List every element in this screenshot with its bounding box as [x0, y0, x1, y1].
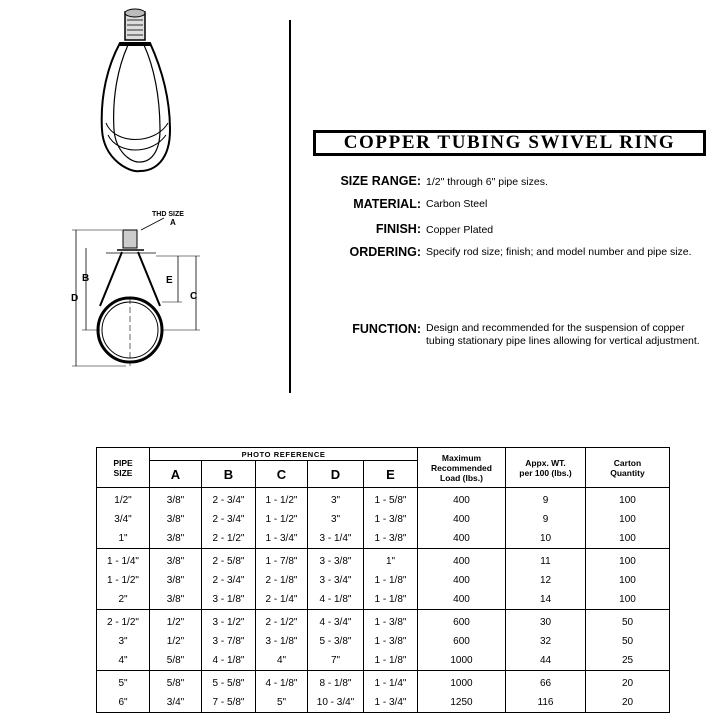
header-photo-reference: PHOTO REFERENCE — [150, 448, 418, 461]
table-cell: 4 - 1/8" — [256, 671, 308, 694]
table-cell: 600 — [418, 632, 506, 651]
page-title: COPPER TUBING SWIVEL RING — [343, 132, 676, 153]
finish-label: FINISH: — [375, 222, 421, 236]
dim-label-b: B — [82, 273, 90, 284]
table-cell: 3/8" — [150, 529, 202, 549]
table-cell: 1 - 3/4" — [256, 529, 308, 549]
size-range-label: SIZE RANGE: — [340, 174, 421, 188]
specification-table — [96, 447, 670, 713]
vertical-divider — [289, 20, 291, 393]
table-cell: 4 - 3/4" — [308, 610, 364, 633]
table-cell: 1000 — [418, 671, 506, 694]
table-cell: 3 - 1/4" — [308, 529, 364, 549]
table-row-group — [97, 488, 670, 549]
ordering-value: Specify rod size; finish; and model number and pipe size. — [426, 246, 692, 258]
size-range-value: 1/2" through 6" pipe sizes. — [426, 176, 548, 188]
table-cell: 50 — [586, 610, 670, 633]
table-cell: 12 — [506, 571, 586, 590]
table-cell: 2 - 3/4" — [202, 510, 256, 529]
table-cell: 100 — [586, 549, 670, 572]
table-cell: 4 - 1/8" — [308, 590, 364, 610]
table-cell: 1 - 1/4" — [364, 671, 418, 694]
table-cell: 10 — [506, 529, 586, 549]
table-cell: 400 — [418, 529, 506, 549]
table-cell: 2 - 1/2" — [256, 610, 308, 633]
table-cell: 3 - 1/2" — [202, 610, 256, 633]
table-cell: 2 - 5/8" — [202, 549, 256, 572]
table-cell: 1" — [97, 529, 150, 549]
table-cell: 7" — [308, 651, 364, 671]
table-cell: 5/8" — [150, 671, 202, 694]
table-cell: 2 - 1/4" — [256, 590, 308, 610]
table-cell: 2 - 1/2" — [97, 610, 150, 633]
table-row — [97, 651, 670, 671]
table-cell: 1000 — [418, 651, 506, 671]
table-cell: 4 - 1/8" — [202, 651, 256, 671]
table-cell: 1 - 1/4" — [97, 549, 150, 572]
table-cell: 1 - 3/4" — [364, 693, 418, 713]
table-row — [97, 610, 670, 633]
table-cell: 30 — [506, 610, 586, 633]
table-cell: 400 — [418, 488, 506, 511]
ring-band — [102, 43, 170, 171]
product-illustration — [90, 5, 190, 175]
table-cell: 11 — [506, 549, 586, 572]
title-box — [313, 130, 706, 156]
table-cell: 100 — [586, 529, 670, 549]
table-cell: 20 — [586, 693, 670, 713]
table-cell: 3/8" — [150, 571, 202, 590]
header-d: D — [308, 461, 364, 488]
table-cell: 8 - 1/8" — [308, 671, 364, 694]
table-cell: 4" — [256, 651, 308, 671]
table-cell: 1 - 3/8" — [364, 632, 418, 651]
dim-label-d: D — [71, 293, 79, 304]
table-cell: 2 - 3/4" — [202, 488, 256, 511]
table-cell: 1 - 1/8" — [364, 571, 418, 590]
table-cell: 5 - 5/8" — [202, 671, 256, 694]
table-cell: 1 - 1/2" — [256, 488, 308, 511]
table-cell: 6" — [97, 693, 150, 713]
table-row — [97, 671, 670, 694]
table-cell: 3" — [97, 632, 150, 651]
table-cell: 2" — [97, 590, 150, 610]
table-cell: 32 — [506, 632, 586, 651]
table-cell: 1 - 1/2" — [97, 571, 150, 590]
table-cell: 3/4" — [97, 510, 150, 529]
ordering-label: ORDERING: — [349, 245, 421, 259]
table-cell: 44 — [506, 651, 586, 671]
table-cell: 1 - 1/8" — [364, 590, 418, 610]
table-cell: 1 - 1/8" — [364, 651, 418, 671]
material-value: Carbon Steel — [426, 198, 488, 210]
table-row-group — [97, 610, 670, 671]
table-cell: 2 - 1/2" — [202, 529, 256, 549]
table-row — [97, 571, 670, 590]
table-cell: 3" — [308, 488, 364, 511]
table-cell: 7 - 5/8" — [202, 693, 256, 713]
table-cell: 400 — [418, 590, 506, 610]
table-cell: 2 - 3/4" — [202, 571, 256, 590]
table-cell: 50 — [586, 632, 670, 651]
table-row-group — [97, 671, 670, 713]
table-cell: 3/8" — [150, 590, 202, 610]
table-cell: 3/8" — [150, 488, 202, 511]
table-cell: 1 - 1/2" — [256, 510, 308, 529]
table-cell: 1/2" — [97, 488, 150, 511]
table-cell: 3/4" — [150, 693, 202, 713]
dim-label-a: A — [170, 218, 176, 227]
dim-label-c: C — [190, 291, 198, 302]
table-cell: 1250 — [418, 693, 506, 713]
table-cell: 3 - 3/8" — [308, 549, 364, 572]
thd-size-label: THD SIZE — [152, 211, 184, 218]
table-cell: 3" — [308, 510, 364, 529]
table-cell: 3 - 1/8" — [202, 590, 256, 610]
table-cell: 3 - 1/8" — [256, 632, 308, 651]
table-cell: 25 — [586, 651, 670, 671]
header-pipe-size: PIPE SIZE — [97, 448, 150, 488]
header-weight: Appx. WT. per 100 (lbs.) — [506, 448, 586, 488]
table-cell: 1 - 3/8" — [364, 529, 418, 549]
table-row — [97, 693, 670, 713]
table-cell: 3 - 7/8" — [202, 632, 256, 651]
table-cell: 9 — [506, 488, 586, 511]
table-cell: 5 - 3/8" — [308, 632, 364, 651]
table-cell: 1/2" — [150, 610, 202, 633]
header-e: E — [364, 461, 418, 488]
table-cell: 116 — [506, 693, 586, 713]
header-a: A — [150, 461, 202, 488]
table-cell: 400 — [418, 549, 506, 572]
table-row — [97, 590, 670, 610]
table-cell: 3/8" — [150, 510, 202, 529]
table-row — [97, 529, 670, 549]
table-row — [97, 488, 670, 511]
table-cell: 1/2" — [150, 632, 202, 651]
table-row-group — [97, 549, 670, 610]
header-c: C — [256, 461, 308, 488]
table-cell: 100 — [586, 590, 670, 610]
table-cell: 3 - 3/4" — [308, 571, 364, 590]
header-carton-qty: Carton Quantity — [586, 448, 670, 488]
finish-value: Copper Plated — [426, 224, 494, 236]
dimension-diagram — [66, 206, 216, 371]
table-cell: 1 - 5/8" — [364, 488, 418, 511]
table-cell: 5" — [97, 671, 150, 694]
table-cell: 400 — [418, 571, 506, 590]
material-label: MATERIAL: — [353, 197, 421, 211]
table-cell: 1 - 3/8" — [364, 610, 418, 633]
table-cell: 3/8" — [150, 549, 202, 572]
table-cell: 5/8" — [150, 651, 202, 671]
table-cell: 400 — [418, 510, 506, 529]
table-cell: 1 - 7/8" — [256, 549, 308, 572]
table-row — [97, 510, 670, 529]
table-cell: 600 — [418, 610, 506, 633]
table-cell: 20 — [586, 671, 670, 694]
header-max-load: Maximum Recommended Load (lbs.) — [418, 448, 506, 488]
table-cell: 66 — [506, 671, 586, 694]
table-cell: 14 — [506, 590, 586, 610]
table-cell: 1 - 3/8" — [364, 510, 418, 529]
table-cell: 9 — [506, 510, 586, 529]
function-label: FUNCTION: — [352, 322, 421, 336]
table-cell: 5" — [256, 693, 308, 713]
header-b: B — [202, 461, 256, 488]
table-cell: 2 - 1/8" — [256, 571, 308, 590]
table-cell: 100 — [586, 510, 670, 529]
table-row — [97, 549, 670, 572]
table-row — [97, 632, 670, 651]
table-cell: 10 - 3/4" — [308, 693, 364, 713]
table-cell: 1" — [364, 549, 418, 572]
table-cell: 100 — [586, 571, 670, 590]
table-cell: 100 — [586, 488, 670, 511]
function-value: Design and recommended for the suspension of copper tubing stationary pipe lines allowing for vertical adjustment. — [426, 322, 700, 347]
dim-label-e: E — [166, 275, 173, 286]
table-cell: 4" — [97, 651, 150, 671]
